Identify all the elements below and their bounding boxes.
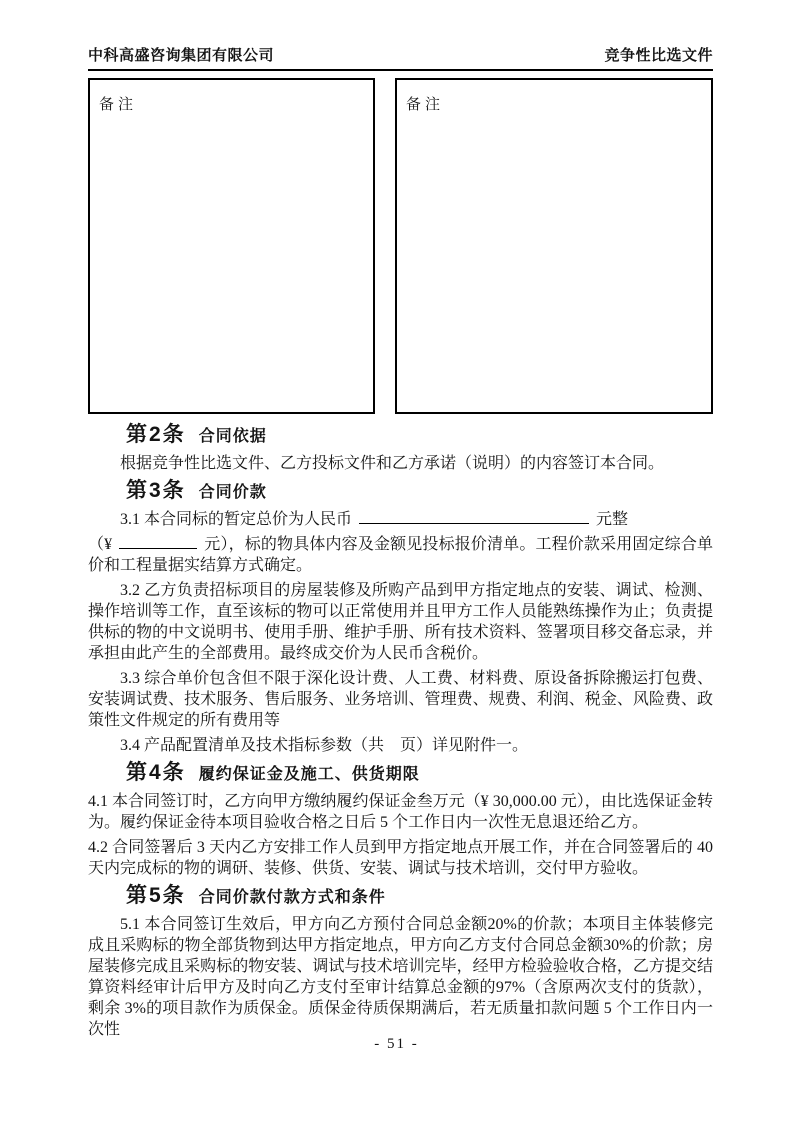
clause-2-title: 合同依据 (198, 428, 267, 445)
remark-box-left (88, 78, 375, 414)
amount-blank-underline (119, 534, 197, 549)
clause-4-title: 履约保证金及施工、供货期限 (198, 766, 420, 783)
clause-3-1-paragraph (88, 509, 713, 530)
clause-3-number: 第3条 (126, 479, 186, 502)
clause-3-1-amount-paragraph (88, 534, 713, 576)
clause-4-heading (126, 760, 713, 788)
clause-3-title: 合同价款 (198, 484, 267, 501)
clause-2-number: 第2条 (126, 423, 186, 446)
header-company-name: 中科高盛咨询集团有限公司 (88, 47, 275, 64)
remark-box-right (395, 78, 713, 414)
clause-3-3-paragraph: 3.3 综合单价包含但不限于深化设计费、人工费、材料费、原设备拆除搬运打包费、安装调试费、技术服务、售后服务、业务培训、管理费、规费、利润、税金、风险费、政策性文件规定的所有费用等 (88, 670, 713, 729)
clause-3-4-paragraph: 3.4 产品配置清单及技术指标参数（共 页）详见附件一。 (120, 737, 529, 754)
remark-label-right: 备注 (406, 97, 445, 113)
contract-body (88, 419, 713, 1044)
remark-boxes-row (88, 78, 713, 414)
clause-4-number: 第4条 (126, 761, 186, 784)
clause-5-1-paragraph: 5.1 本合同签订生效后，甲方向乙方预付合同总金额20%的价款；本项目主体装修完成且采购标的物全部货物到达甲方指定地点，甲方向乙方支付合同总金额30%的价款；房屋装修完成且采购标的物安装、调试与技术培训完毕，经甲方检验验收合格，乙方提交结算资料经审计后甲方及时向乙方支付至审计结算总金额的97%（含原两次支付的货款），剩余 3%的项目款作为质保金。质保金待质保期满后，若无质量扣款问题 5 个工作日内一次性 (88, 916, 713, 1038)
clause-4-2-paragraph: 4.2 合同签署后 3 天内乙方安排工作人员到甲方指定地点开展工作，并在合同签署后的 40 天内完成标的物的调研、装修、供货、安装、调试与技术培训，交付甲方验收。 (88, 839, 713, 877)
clause-5-title: 合同价款付款方式和条件 (198, 889, 386, 906)
amount-paren-yen: （¥ (88, 536, 113, 553)
clause-5-heading (126, 883, 713, 911)
clause-3-2-paragraph: 3.2 乙方负责招标项目的房屋装修及所购产品到甲方指定地点的安装、调试、检测、操作培训等工作，直至该标的物可以正常使用并且甲方工作人员能熟练操作为止；负责提供标的物的中文说明书、使用手册、维护手册、所有技术资料、签署项目移交备忘录，并承担由此产生的全部费用。最终成交价为人民币含税价。 (88, 582, 713, 662)
remark-label-left: 备注 (99, 97, 138, 113)
clause-3-heading (126, 478, 713, 506)
clause-2-heading (126, 422, 713, 450)
clause-3-1-amount-text: 元），标的物具体内容及金额见投标报价清单。工程价款采用固定综合单价和工程量据实结算方式确定。 (88, 536, 713, 574)
page-number: - 51 - (374, 1036, 419, 1052)
total-price-blank-underline (359, 509, 589, 524)
clause-3-1-text: 3.1 本合同标的暂定总价为人民币 (120, 511, 353, 528)
header-doc-type: 竞争性比选文件 (604, 47, 713, 64)
clause-5-number: 第5条 (126, 884, 186, 907)
clause-3-1-suffix: 元整 (596, 511, 629, 528)
clause-4-1-paragraph: 4.1 本合同签订时，乙方向甲方缴纳履约保证金叁万元（¥ 30,000.00 元），由比选保证金转为。履约保证金待本项目验收合格之日后 5 个工作日内一次性无息退还给乙方。 (88, 793, 713, 831)
page-header (88, 44, 713, 71)
clause-2-paragraph: 根据竞争性比选文件、乙方投标文件和乙方承诺（说明）的内容签订本合同。 (120, 455, 665, 472)
